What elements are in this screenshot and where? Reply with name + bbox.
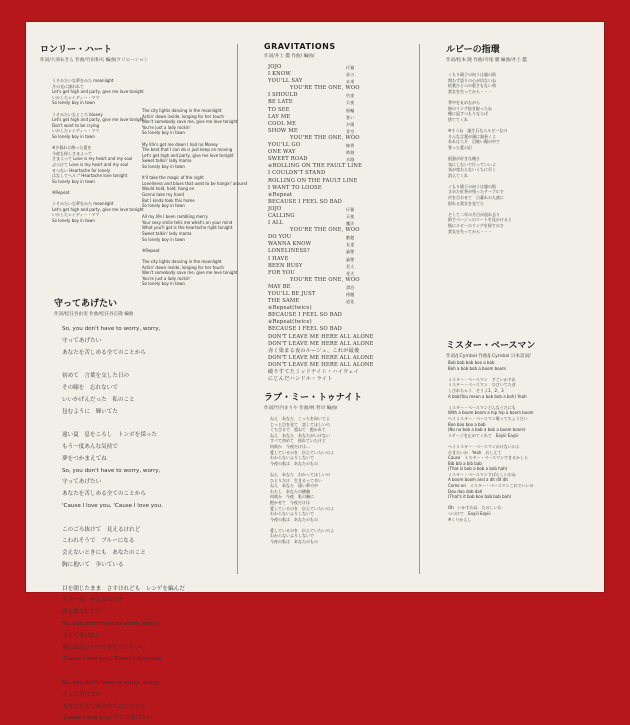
lyric-text: I COULDN'T STAND [268, 170, 326, 177]
lyric-line [268, 277, 418, 284]
lyric-line: あなたを苦しめる全てのことから [62, 703, 146, 710]
lyric-line: さまよって Love is my heart and my soul [52, 156, 133, 162]
lyric-line [62, 572, 234, 584]
lyric-line: あなたを苦しめる全てのことから [62, 349, 146, 356]
lyric-line: Let's get high and party, give me love tonight [142, 152, 234, 158]
lyric-gloss: 花火 [346, 270, 355, 276]
lyric-line: 会えないときにも あなたのこと [62, 550, 146, 557]
lyric-text: YOU'RE THE ONE, WOO [290, 85, 360, 92]
lyric-line: ミスター・ベースマンどんなうたにも [448, 404, 516, 410]
lyric-line: 目を閉じたまま さすけれども レンゲを編んだ [62, 585, 185, 592]
lyric-line [268, 107, 418, 114]
lyric-line: ねえ あなた わかってほしいの [270, 471, 330, 477]
lyric-line: 愛しているのを 伝えていたいのよ [270, 505, 334, 511]
lyric-line: The city lights dancing in the moonlight [142, 259, 222, 265]
lyric-gloss: 論理 [346, 256, 355, 262]
lyric-line [268, 348, 418, 355]
lyric-gloss: 傍観 [346, 292, 355, 297]
lyric-line: Let's get high and party, give me love tonight [52, 89, 144, 95]
lyric-line: Doo doo dab dah [448, 488, 483, 494]
lyric-text: BEEN BUSY [268, 262, 303, 269]
lyric-line [268, 156, 418, 163]
lyric-gloss: 漂泊 [346, 284, 355, 290]
lyric-line: 孤独が好きな俺さ [448, 155, 480, 161]
lyric-line [62, 418, 234, 430]
lyric-line: せつない Heartache for lonely [52, 167, 111, 173]
lyric-text: YOU'RE THE ONE, WOO [290, 276, 360, 283]
lyric-line [268, 334, 418, 341]
lyric-text: CALLING [268, 212, 295, 219]
lyric-text: DON'T LEAVE ME HERE ALL ALONE [268, 340, 374, 347]
lyric-line: 消えてくれ [448, 172, 468, 178]
lyric-line [268, 128, 418, 135]
lyric-gloss: 線香 [346, 143, 355, 149]
lyric-line: 紛れる貴女を見てた [448, 200, 484, 206]
lyric-line: いかしたレイディー・ママ [52, 212, 100, 218]
lyric-line: このごろ抜けて 見えるけれど [62, 526, 141, 533]
lyrics-block-gravitations [268, 64, 418, 383]
lyric-line [62, 359, 234, 371]
lyric-gloss: 友達 [346, 242, 355, 248]
lyric-line: 気が変わらないうちに早く [448, 167, 496, 173]
lyric-line: ※Repeat [142, 247, 160, 253]
lyric-line [268, 178, 418, 185]
lyric-line: So lonely boy in town [142, 236, 185, 242]
lyric-line [268, 92, 418, 99]
lyric-line: Won't somebody save me, give me love tonight [142, 119, 238, 125]
lyric-line: ミスター・ベースマンすばらしいわね [448, 471, 516, 477]
lyric-line: So, you don't have to worry, worry, [62, 467, 161, 474]
lyric-line: もう一度 あんな気持を [62, 597, 124, 604]
song-title-mister-bassman: ミスター・ベースマン [446, 341, 536, 351]
lyric-line: The best that I can do is just keep on moving [142, 147, 233, 153]
lyric-line: 胸に抱いて 歩いている [62, 561, 124, 568]
lyric-text: BE LATE [268, 99, 293, 106]
lyric-text: ※ROLLING ON THE FAULT LINE [268, 163, 363, 170]
lyric-line: 俺に返すつもりならば [448, 111, 488, 117]
column-right [422, 22, 598, 592]
lyric-line: Won't somebody save me, give me love tonight [142, 270, 238, 276]
lyric-gloss: 仔猫 [346, 65, 355, 70]
lyric-line [268, 284, 418, 291]
lyric-line: So lonely boy in town [142, 203, 185, 209]
lyric-line: It'll take the magic of the night [142, 175, 204, 181]
lyric-line: 何故か 今夜だけは… [270, 443, 310, 449]
lyric-text: ※Repeat(twice) [268, 305, 312, 312]
lyric-line [62, 513, 234, 525]
lyric-line [268, 163, 418, 170]
column-middle [240, 22, 418, 592]
lyric-text: 破りすてたミッドナイト・ハイウェイ [268, 369, 360, 376]
lyric-line: くちびるで 重ねて 抱かれて [270, 427, 326, 433]
lyric-line: Achin' down inside, longing for her touch [142, 113, 224, 119]
lyric-line: 貴女を失ってから・・・ [448, 88, 492, 94]
lyric-line: 包むように 輝いてた [62, 408, 118, 415]
lyric-text: WANNA KNOW [268, 241, 312, 248]
lyric-line [268, 270, 418, 277]
lyric-line: My life's got me down I had no Money [142, 141, 218, 147]
lyric-text: ROLLING ON THE FAULT LINE [268, 177, 358, 184]
lyric-line: わからないふりしないで [270, 455, 314, 461]
lyric-line [268, 78, 418, 85]
lyric-line: 何故か 今夜 私の胸に [270, 494, 314, 500]
lyric-text: I KNOW [268, 71, 291, 78]
lyric-gloss: 誓い [346, 114, 355, 120]
lyric-line: そんな言葉が頭に渦巻くよ [448, 133, 496, 139]
lyric-line: 守ってあげたい [62, 479, 102, 486]
lyric-text: BECAUSE I FEEL SO BAD [268, 198, 343, 205]
lyric-text: ※Repeat [268, 191, 293, 198]
lyric-line: So lonely boy in town [142, 281, 185, 287]
lyric-text: ※Repeat(twice) [268, 319, 312, 326]
lyric-line: くもり硝子の向うは風の街 [448, 72, 496, 77]
lyric-text: I HAVE [268, 255, 289, 262]
lyric-line: わからないふりしないで [270, 533, 314, 539]
lyric-line [268, 135, 418, 142]
lyric-gloss: 道化 [346, 299, 355, 305]
lyric-line [268, 149, 418, 156]
lyric-line: くもり硝子の向うは風の街 [448, 183, 496, 189]
lyric-line [268, 71, 418, 78]
lyric-line: 今夜の私は あなたのもの [270, 539, 318, 545]
lyric-line: The city lights dancing in the moonlight [142, 108, 222, 113]
lyric-text: THE SAME [268, 298, 300, 305]
song-credits: 作詞/竹内まりや 作曲/林 哲司 編曲/ [264, 406, 338, 411]
lyric-line: Sweet talkin' lady mama [142, 158, 192, 164]
lyric-line: Gonna take my hand [142, 191, 184, 197]
lyric-line: Bib bib a bib bab [448, 460, 482, 466]
lyric-line [268, 220, 418, 227]
lyric-line: わからないふりしないで [270, 511, 314, 517]
lyric-line: You're just a lady rockin' [142, 275, 191, 281]
lyric-line: ステージを止めてくれて Eayiii Eayiii [448, 432, 519, 438]
lyric-gloss: 未来 [346, 79, 355, 85]
lyric-text: YOU'LL GO [268, 142, 301, 149]
lyric-line: So lonely boy in town [52, 178, 95, 184]
lyric-line [268, 170, 418, 177]
column-divider [419, 44, 420, 574]
lyric-text: I SHOULD [268, 92, 298, 99]
lyric-line: Come on ミスター・ベースマンこれでいいの [448, 483, 534, 489]
lyric-text: LONELINESS? [268, 248, 310, 255]
lyric-line: しびれちゃう そうよ1、2、3 [448, 387, 504, 393]
lyrics-block-bassman [448, 360, 596, 522]
lyric-text: DO YOU [268, 234, 292, 241]
lyric-line: 夢を取りにして [62, 609, 102, 616]
lyric-gloss: 天使 [346, 213, 355, 219]
lyric-line: Don't want to be crying [52, 122, 100, 128]
song-title-mamotte-agetai: 守ってあげたい [54, 299, 118, 309]
lyric-line: With a boom boom a hip hip a boom boom [448, 410, 534, 416]
lyric-line: 守ってあげたい [62, 691, 102, 698]
lyric-gloss: 指輪 [346, 107, 355, 113]
lyrics-block-english [142, 108, 248, 287]
lyric-text: LAY ME [268, 113, 291, 120]
lyrics-block-mamotte [62, 324, 234, 725]
lyric-text: SWEET ROAD [268, 156, 308, 163]
lyric-line [268, 291, 418, 298]
lyric-line: 愛しているのを 伝えていたいのよ [270, 527, 334, 533]
lyric-gloss: 美人 [346, 263, 355, 269]
lyric-text: DON'T LEAVE ME HERE ALL ALONE [268, 333, 374, 340]
lyric-line: 今夜の私は あなたのもの [270, 460, 318, 466]
lyric-sheet [26, 22, 604, 722]
lyric-line: Boh a bob bob a boom boom [448, 365, 506, 371]
lyric-line: But I kinda took this home [142, 197, 195, 203]
lyric-line: 愛しているのを 伝えていたいのよ [270, 449, 334, 455]
song-title-love-me-tonight: ラブ・ミー・トゥナイト [264, 393, 363, 403]
lyric-line: つづけて Eayiii Eayiii [448, 511, 491, 517]
lyric-text: MAY BE [268, 283, 291, 290]
lyric-line [268, 248, 418, 255]
lyric-text: FOR YOU [268, 269, 295, 276]
lyric-line: 貴女を失ってから・・・ [448, 228, 492, 234]
lyric-line [268, 263, 418, 270]
lyric-line: So lonely boy in town [52, 133, 95, 139]
lyric-line [268, 376, 418, 383]
lyric-line [268, 326, 418, 333]
lyric-text: COOL ME [268, 120, 297, 127]
lyric-gloss: 夕陽 [346, 121, 355, 127]
lyric-line [268, 341, 418, 348]
lyric-line: いかしたレイディー・ママ [52, 128, 100, 134]
lyric-text: YOU'RE THE ONE, WOO [290, 227, 360, 234]
lyric-text: SHOW ME [268, 127, 298, 134]
lyric-text: ONE WAY [268, 149, 296, 156]
lyric-gloss: 勤勉 [346, 235, 355, 241]
lyric-line: 他には何ひとつできなくてもいい [62, 644, 146, 651]
lyric-line [268, 199, 418, 206]
lyric-text: にじんだハンドル・ライト [268, 376, 333, 383]
lyric-text: I WANT TO LOOSE [268, 184, 322, 191]
lyric-line: ひとりだけ 生きるって辛い [270, 477, 322, 483]
lyric-text: YOU'RE THE ONE, WOO [290, 134, 360, 141]
lyric-line: いかしたレイディー・ママ [52, 94, 100, 100]
lyric-line [268, 206, 418, 213]
lyric-line: So lonely boy in town [52, 217, 95, 223]
lyric-line [268, 227, 418, 234]
song-title-ruby-no-yubiwa: ルビーの指環 [446, 45, 500, 55]
lyric-line: 気にしないで行っていいよ [448, 161, 496, 167]
lyric-line: So, you don't have to worry, worry, [62, 620, 161, 627]
lyric-line: Bob bob bob boo a bob [448, 360, 495, 365]
lyric-gloss: 論理 [346, 249, 355, 255]
lyric-line [268, 213, 418, 220]
lyric-line: Your sexy smile tells me what's on your mind [142, 219, 233, 225]
lyric-line: So lonely boy in town [52, 100, 95, 106]
lyric-gloss: 天使 [346, 100, 355, 106]
lyric-line: Cause ミスター・ベースマンできるかしら [448, 455, 529, 461]
lyric-line: Sweet talkin' lady mama [142, 231, 192, 237]
lyric-line: ※Repeat [52, 189, 70, 195]
lyric-line: 捨ててくれ [448, 116, 468, 122]
lyric-gloss: 仔猫 [346, 206, 355, 212]
lyric-gloss: 魔法 [346, 221, 355, 227]
lyric-line [268, 114, 418, 121]
lyric-line [268, 99, 418, 106]
lyric-text: DON'T LEAVE ME HERE ALL ALONE [268, 354, 374, 361]
lyric-text: 赤く染まる夜のルージュ、これが最後 [268, 347, 360, 354]
lyric-line: What you'll got is the heartache right tonight [142, 225, 233, 231]
lyric-line: もう一度あんな気持で [62, 443, 118, 450]
lyric-line: その瞳を 忘れないで [62, 384, 118, 391]
lyric-line: So, you don't have to worry, worry, [62, 326, 161, 332]
lyric-line: 遠い夏 息をころし トンボを採った [62, 432, 158, 439]
lyric-line [268, 121, 418, 128]
lyric-line: 問わず語りの心が切ないね [448, 77, 496, 83]
lyric-line: Let's get high and party, give me love tonight [52, 117, 144, 123]
lyric-line: うそみたいなところ blueey [52, 111, 103, 117]
lyric-text: BECAUSE I FEEL SO BAD [268, 326, 343, 333]
lyric-line: 衿を合わせて 日暮れの人波に [448, 195, 504, 201]
lyric-line: 'Cause I love you, 守ってあげたい [62, 715, 153, 722]
lyric-line: So lonely boy in town [142, 130, 185, 136]
lyric-line [268, 241, 418, 248]
song-credits: 作詞/大津あきら 作曲/竹田和夫 編曲/クリエーション [40, 58, 149, 63]
lyric-line: すべて初めて 揺れていたけど [270, 438, 326, 444]
lyric-line: All my life I been rambling merry [142, 214, 208, 220]
lyric-line [268, 362, 418, 369]
lyric-line: ひきたいか Yeah おしえて [448, 449, 502, 455]
lyric-line: Loneliness and blues that used to be hangin' around [142, 180, 248, 186]
lyric-line [268, 185, 418, 192]
column-left [32, 22, 248, 722]
lyric-line: Let's get high and party, give me love tonight [52, 206, 144, 212]
lyric-line [268, 355, 418, 362]
lyric-gloss: 青空 [346, 128, 355, 134]
lyric-line: うそみたいな夢をみた moonlight [52, 201, 114, 207]
lyric-line: 今夜の私は あなたのもの [270, 516, 318, 522]
lyric-text: JOJO [268, 205, 282, 212]
lyric-line: 指のリング抜き取ったね [448, 105, 492, 111]
lyric-line: あなたを苦しめる全てのことから [62, 491, 146, 498]
lyric-line: 初めて 言葉を交した日の [62, 373, 130, 380]
lyric-line: ねえ あなた あなたがいけない [270, 432, 330, 438]
lyric-line: ねえ あなた こっちを向いてよ [270, 416, 330, 421]
lyric-line [268, 256, 418, 263]
lyric-line [268, 234, 418, 241]
lyric-line: そして二年の月日が流れ去り [448, 211, 500, 217]
lyric-line: (No no bob a bob a bob a boom boom) [448, 427, 526, 433]
lyric-text: I ALL [268, 220, 284, 227]
lyric-line: いいかげんだった 私のこと [62, 396, 135, 403]
lyric-line: 守ってあげたい [62, 632, 102, 639]
lyric-line: はなしてヘルプ Heartache love tonight [52, 173, 128, 179]
lyric-line: 誓った愛の幻 [448, 144, 472, 150]
song-credits: 作詞/松任谷由実 作曲/松任谷正隆 編曲 [54, 312, 134, 317]
lyric-line [268, 142, 418, 149]
song-credits: 作詞/J.Cymbal 作曲/J.Cymbal 日本語詞/ [446, 354, 531, 359]
lyric-text: BECAUSE I FEEL SO BAD [268, 312, 343, 319]
lyric-gloss: 時刻 [346, 150, 355, 156]
lyric-line: (That's it bab boo bab bab bah) [448, 494, 512, 500]
lyric-line [268, 85, 418, 92]
lyric-line: 指にルビーのリングを探すのさ [448, 223, 504, 229]
lyric-line: A boom boom and a dit dit dit [448, 477, 508, 483]
lyric-line: ねえ あなた 遠い夢の中 [270, 483, 318, 489]
lyric-line: ※夕暮れに酔った愛を [52, 145, 92, 151]
lyric-line: Achin' down inside, longing for her touch [142, 264, 224, 270]
lyric-line: So, you don't have to worry, worry, [62, 679, 161, 686]
lyric-gloss: 約束 [346, 93, 355, 99]
lyric-line: ヘイミスター・ベースマン歌ってちょうだい [448, 415, 528, 421]
song-credits: 作詞/井上 鑑 作曲/ 編曲/ [264, 54, 315, 59]
lyric-line [268, 64, 418, 71]
lyric-line: ※そうね 誕生石ならルビーなの [448, 127, 508, 133]
song-credits: 作詞/松本 隆 作曲/寺尾 聰 編曲/井上 鑑 [446, 58, 527, 63]
song-title-lonely-heart: ロンリー・ハート [40, 45, 113, 55]
lyric-gloss: 水路 [346, 157, 355, 163]
lyric-text: YOU'LL SAY [268, 78, 303, 85]
lyric-line: 街でベージュのコートを見かけると [448, 217, 512, 223]
lyric-line: あれは八月 目眩い陽の中で [448, 139, 500, 145]
lyric-line: 守ってあげたい [62, 337, 102, 344]
lyric-line: So lonely boy in town [142, 163, 185, 169]
lyric-line: ぶつけて Love is my heart and my soul [52, 161, 129, 167]
lyric-line: 今夜も探しさまよって [52, 150, 92, 156]
lyric-text: TO SEE [268, 106, 290, 113]
lyric-line: ※くりかえし [448, 516, 472, 522]
lyrics-block-japanese [52, 78, 144, 223]
lyric-line: Boo boo boo a bob [448, 421, 486, 427]
lyric-text: JOJO [268, 64, 282, 70]
lyric-line: You're just a lady rockin' [142, 124, 191, 130]
lyric-gloss: 星の [346, 72, 355, 78]
lyric-line: Oh いかすわね たのしいわ [448, 505, 502, 511]
lyric-line: 夢をつかまえてね [62, 455, 107, 462]
lyric-line [62, 666, 234, 678]
lyric-line: 'Cause I love you, 'Cause I love you. [62, 502, 163, 509]
lyric-line [268, 319, 418, 326]
lyric-line: 背中を丸めながら [448, 99, 480, 105]
lyric-line: ミスター・ベースマン すごいかすれ [448, 376, 516, 382]
lyric-line: (That is bob a bob a bob hah) [448, 466, 508, 472]
song-title-gravitations: GRAVITATIONS [264, 42, 336, 51]
lyrics-block-love-me-tonight [270, 416, 416, 545]
lyric-line: A bob(You mean a bob bob a boh) Yeah [448, 393, 527, 399]
lyric-line: 枯葉ひとつの重さもない命 [448, 83, 496, 89]
lyric-text: YOU'LL BE JUST [268, 291, 316, 297]
lyric-line [268, 305, 418, 312]
lyric-text: DON'T LEAVE ME HERE ALL ALONE [268, 361, 374, 368]
lyric-line: Would hold, hold, hang on [142, 186, 195, 192]
lyric-line: うそみたいな夢をみた moonlight [52, 78, 114, 83]
lyric-line: ミスター・ベースマン ひびいてた音 [448, 382, 516, 388]
lyric-line: じっと目を見て 話してほしいの [270, 421, 330, 427]
lyric-line: こわれそうで ブルーになる [62, 538, 135, 545]
lyric-line [268, 192, 418, 199]
lyric-line: ヘイミスター・ベースマンかけないのよ [448, 443, 520, 449]
lyrics-block-ruby [448, 72, 596, 234]
lyric-line: わたし あなたの横顔 [270, 488, 310, 494]
lyric-line: 抱かせて 今夜だけは [270, 499, 310, 505]
lyric-line: 'Cause I love you, 'Cause I love you. [62, 656, 163, 663]
lyric-line: 月の光に誘われて [52, 83, 84, 89]
lyric-line: さめた紅茶が残ったテーブルで [448, 189, 504, 195]
